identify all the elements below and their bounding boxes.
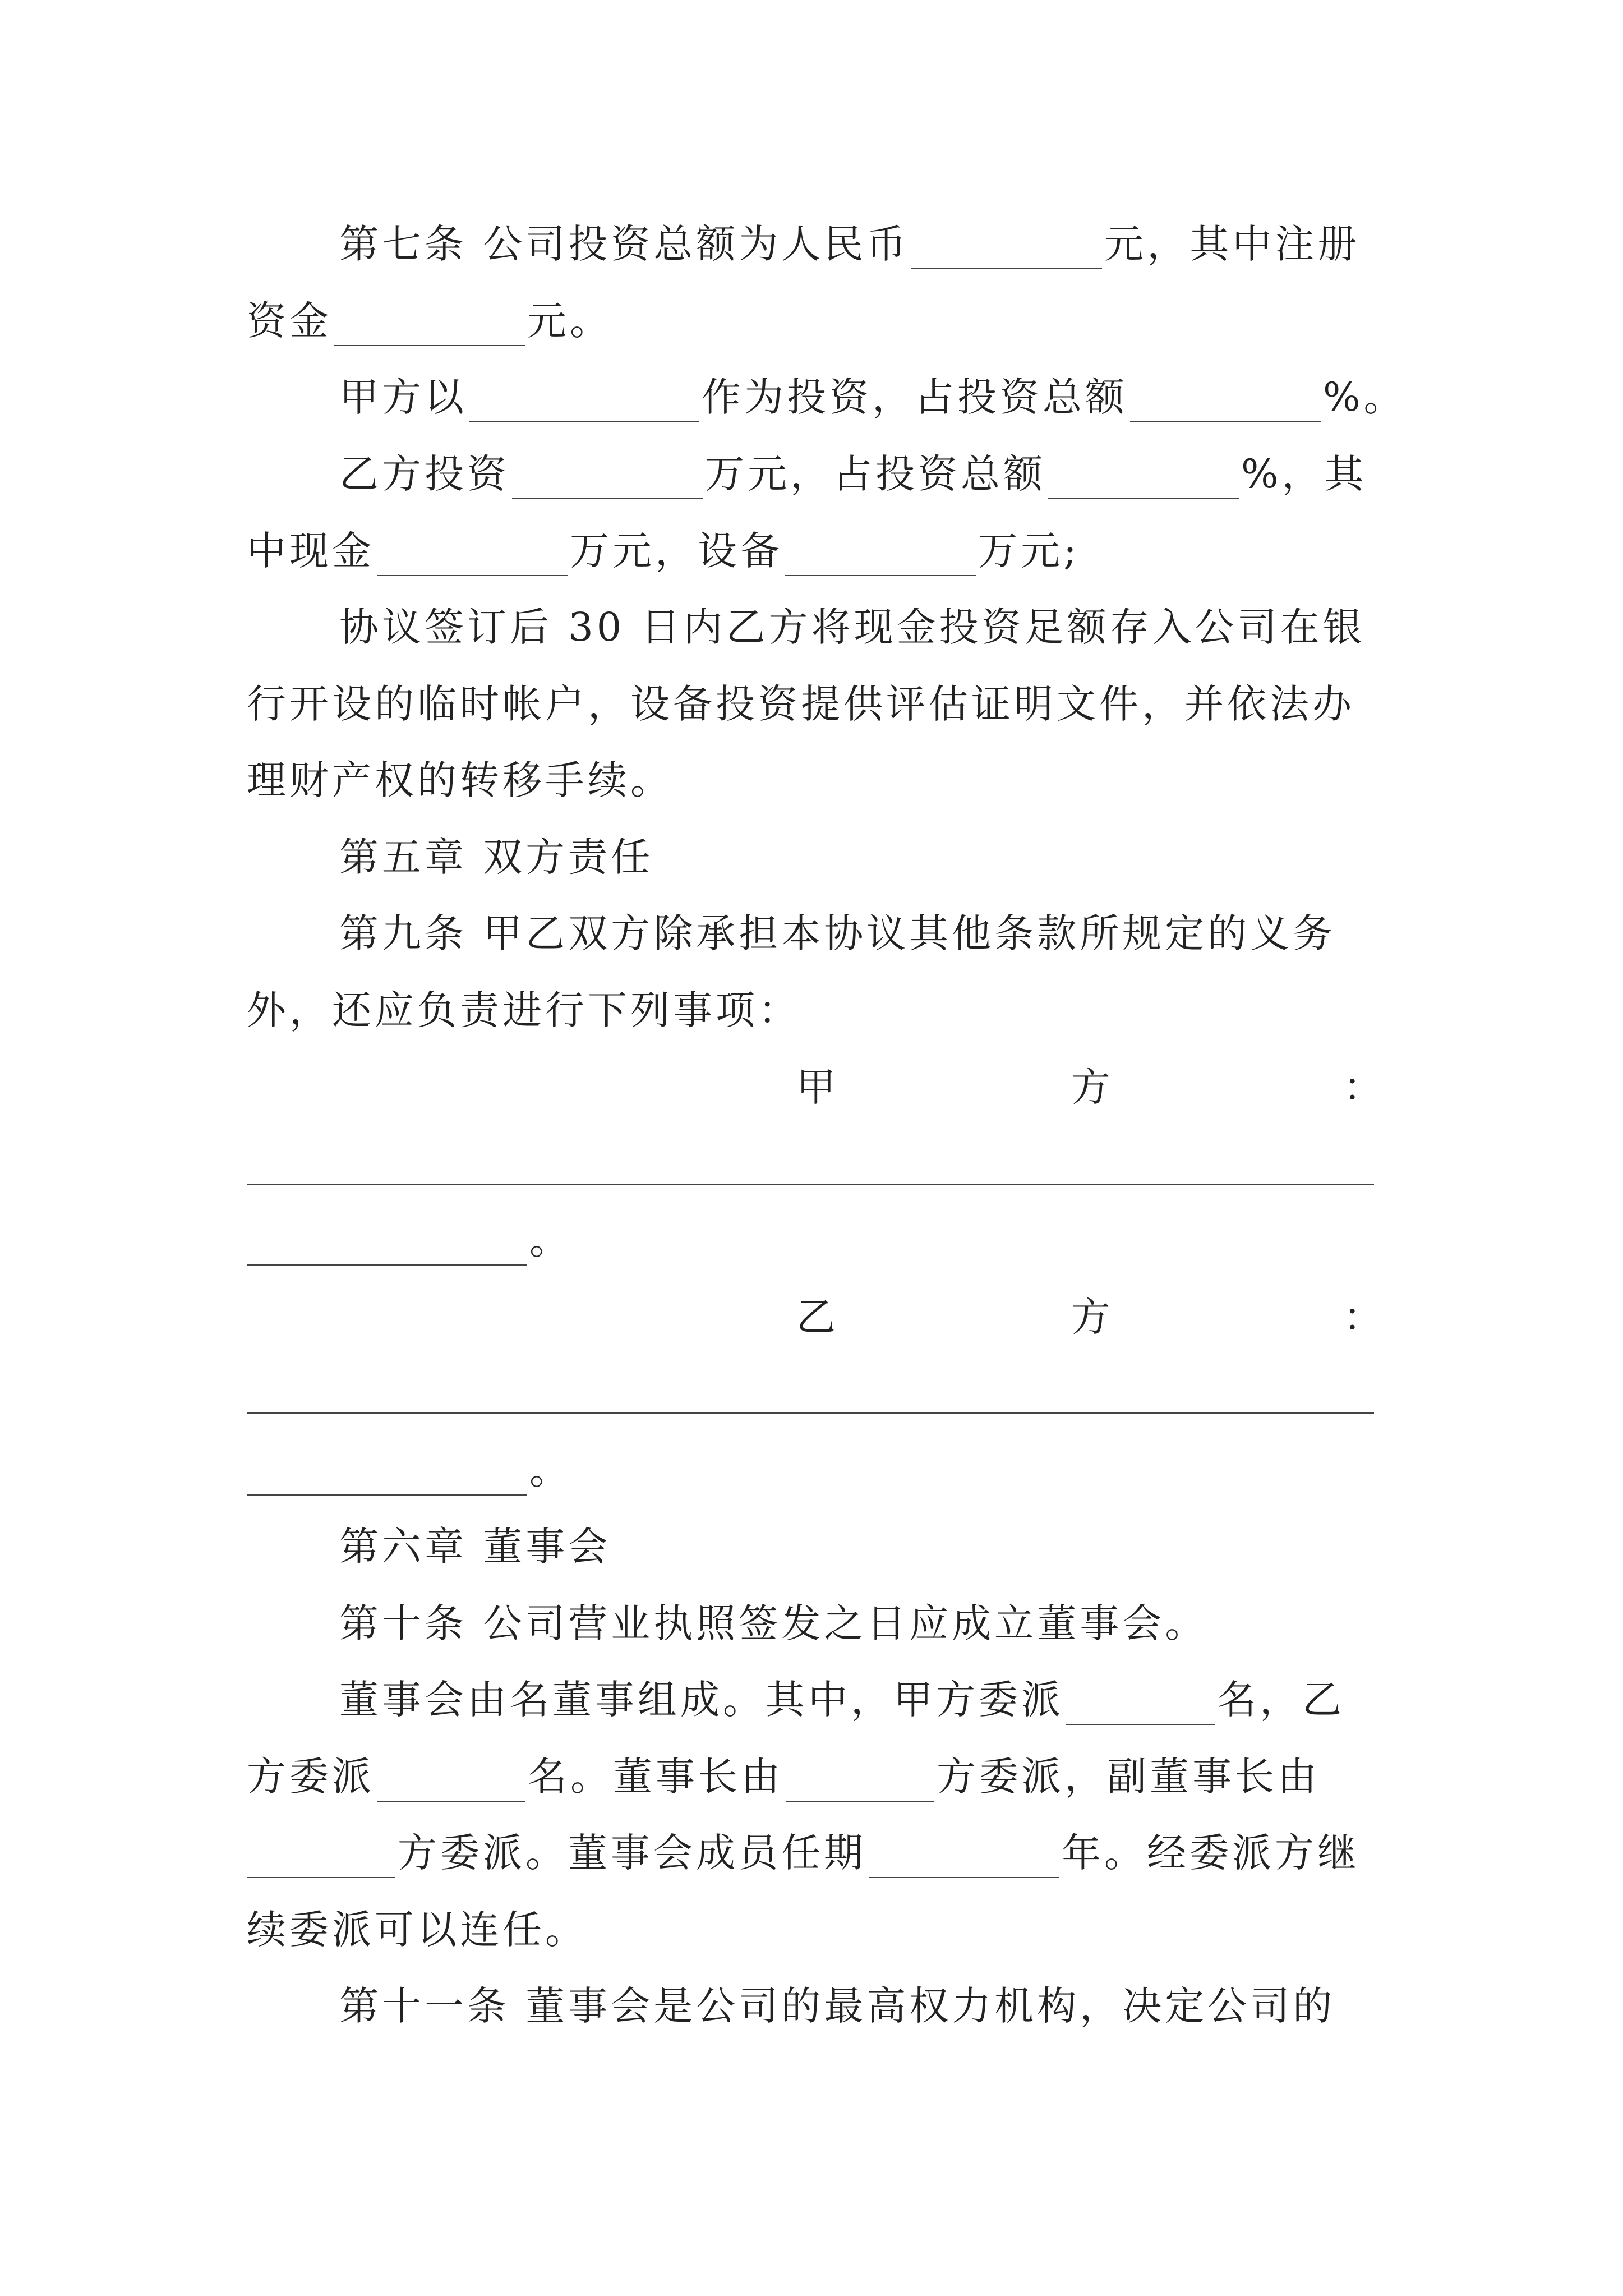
chairman-party-blank [786,1760,934,1802]
vice-chairman-party-blank [247,1837,395,1878]
board-composition-line-1 [339,1674,1345,1725]
article-11-line: 第十一条 董事会是公司的最高权力机构，决定公司的 [339,1983,1336,2029]
period-char: 。 [529,1217,572,1263]
party-a-share-unit: %。 [1323,374,1407,420]
party-a-char: 甲 [796,1064,836,1110]
party-a-share-blank [1130,381,1321,422]
article-7-line-1 [339,219,1360,269]
board-composition-line-3 [247,1828,1360,1878]
term-years-blank [869,1837,1059,1878]
party-b-char: 乙 [796,1294,836,1340]
registered-capital-label: 资金 [247,298,332,344]
term-label: 方委派。董事会成员任期 [398,1830,866,1876]
equipment-blank [785,535,976,576]
party-char: 方 [1071,1294,1110,1340]
party-b-duties-blank [247,1454,527,1496]
article-7-text-tail: 元，其中注册 [1104,221,1361,267]
board-composition-text: 董事会由名董事组成。其中，甲方委派 [339,1677,1064,1723]
term-unit-text: 年。经委派方继 [1062,1830,1360,1876]
party-char: 方 [1071,1064,1110,1110]
party-b-appoint-label: 方委派 [247,1754,375,1800]
article-7-text: 第七条 公司投资总额为人民币 [339,221,910,267]
party-b-heading [796,1292,1380,1342]
party-a-duties-blank [247,1224,527,1266]
party-a-investment-line [339,372,1407,422]
article-7-line-2 [247,296,612,346]
party-b-breakdown-line [247,526,1080,576]
board-composition-text-tail: 名，乙 [1217,1677,1345,1723]
chairman-label: 名。董事长由 [528,1754,783,1800]
party-b-duties-line-end [247,1445,572,1496]
registered-capital-unit: 元。 [527,298,612,344]
party-b-duties-line [247,1412,1374,1414]
party-a-share-label: 作为投资，占投资总额 [702,374,1128,420]
party-b-investment-line [339,449,1367,499]
party-a-duties-line-end [247,1215,572,1266]
registered-capital-blank [334,305,525,346]
period-char: 。 [529,1447,572,1493]
colon-char: ： [1343,1064,1382,1110]
article-9-line-2: 外，还应负责进行下列事项： [247,987,801,1033]
party-b-share-blank [1048,458,1239,499]
equipment-label: 万元，设备 [570,528,783,574]
party-b-invest-label: 乙方投资 [339,451,510,497]
article-10-line: 第十条 公司营业执照签发之日应成立董事会。 [339,1600,1208,1646]
party-a-duties-line [247,1184,1374,1185]
colon-char: ： [1343,1294,1382,1340]
total-investment-blank [911,228,1102,269]
party-a-invest-label: 甲方以 [339,374,467,420]
chapter-6-heading: 第六章 董事会 [339,1524,611,1570]
cash-blank [377,535,568,576]
article-9-line-1: 第九条 甲乙双方除承担本协议其他条款所规定的义务 [339,910,1336,956]
party-a-heading [796,1062,1380,1112]
board-composition-line-2 [247,1751,1320,1802]
paragraph-line: 理财产权的转移手续。 [247,757,673,803]
equipment-unit: 万元; [978,528,1080,574]
cash-label: 中现金 [247,528,375,574]
party-a-directors-blank [1066,1683,1215,1725]
party-b-share-unit: %，其 [1241,451,1367,497]
party-b-share-label: 万元，占投资总额 [705,451,1046,497]
party-b-directors-blank [377,1760,525,1802]
paragraph-line: 协议签订后 30 日内乙方将现金投资足额存入公司在银 [339,604,1366,650]
party-b-invest-blank [512,458,703,499]
board-composition-line-4: 续委派可以连任。 [247,1907,588,1953]
chapter-5-heading: 第五章 双方责任 [339,834,654,880]
party-a-invest-blank [469,381,699,422]
paragraph-line: 行开设的临时帐户，设备投资提供评估证明文件，并依法办 [247,681,1355,727]
vice-chairman-label: 方委派，副董事长由 [937,1754,1320,1800]
